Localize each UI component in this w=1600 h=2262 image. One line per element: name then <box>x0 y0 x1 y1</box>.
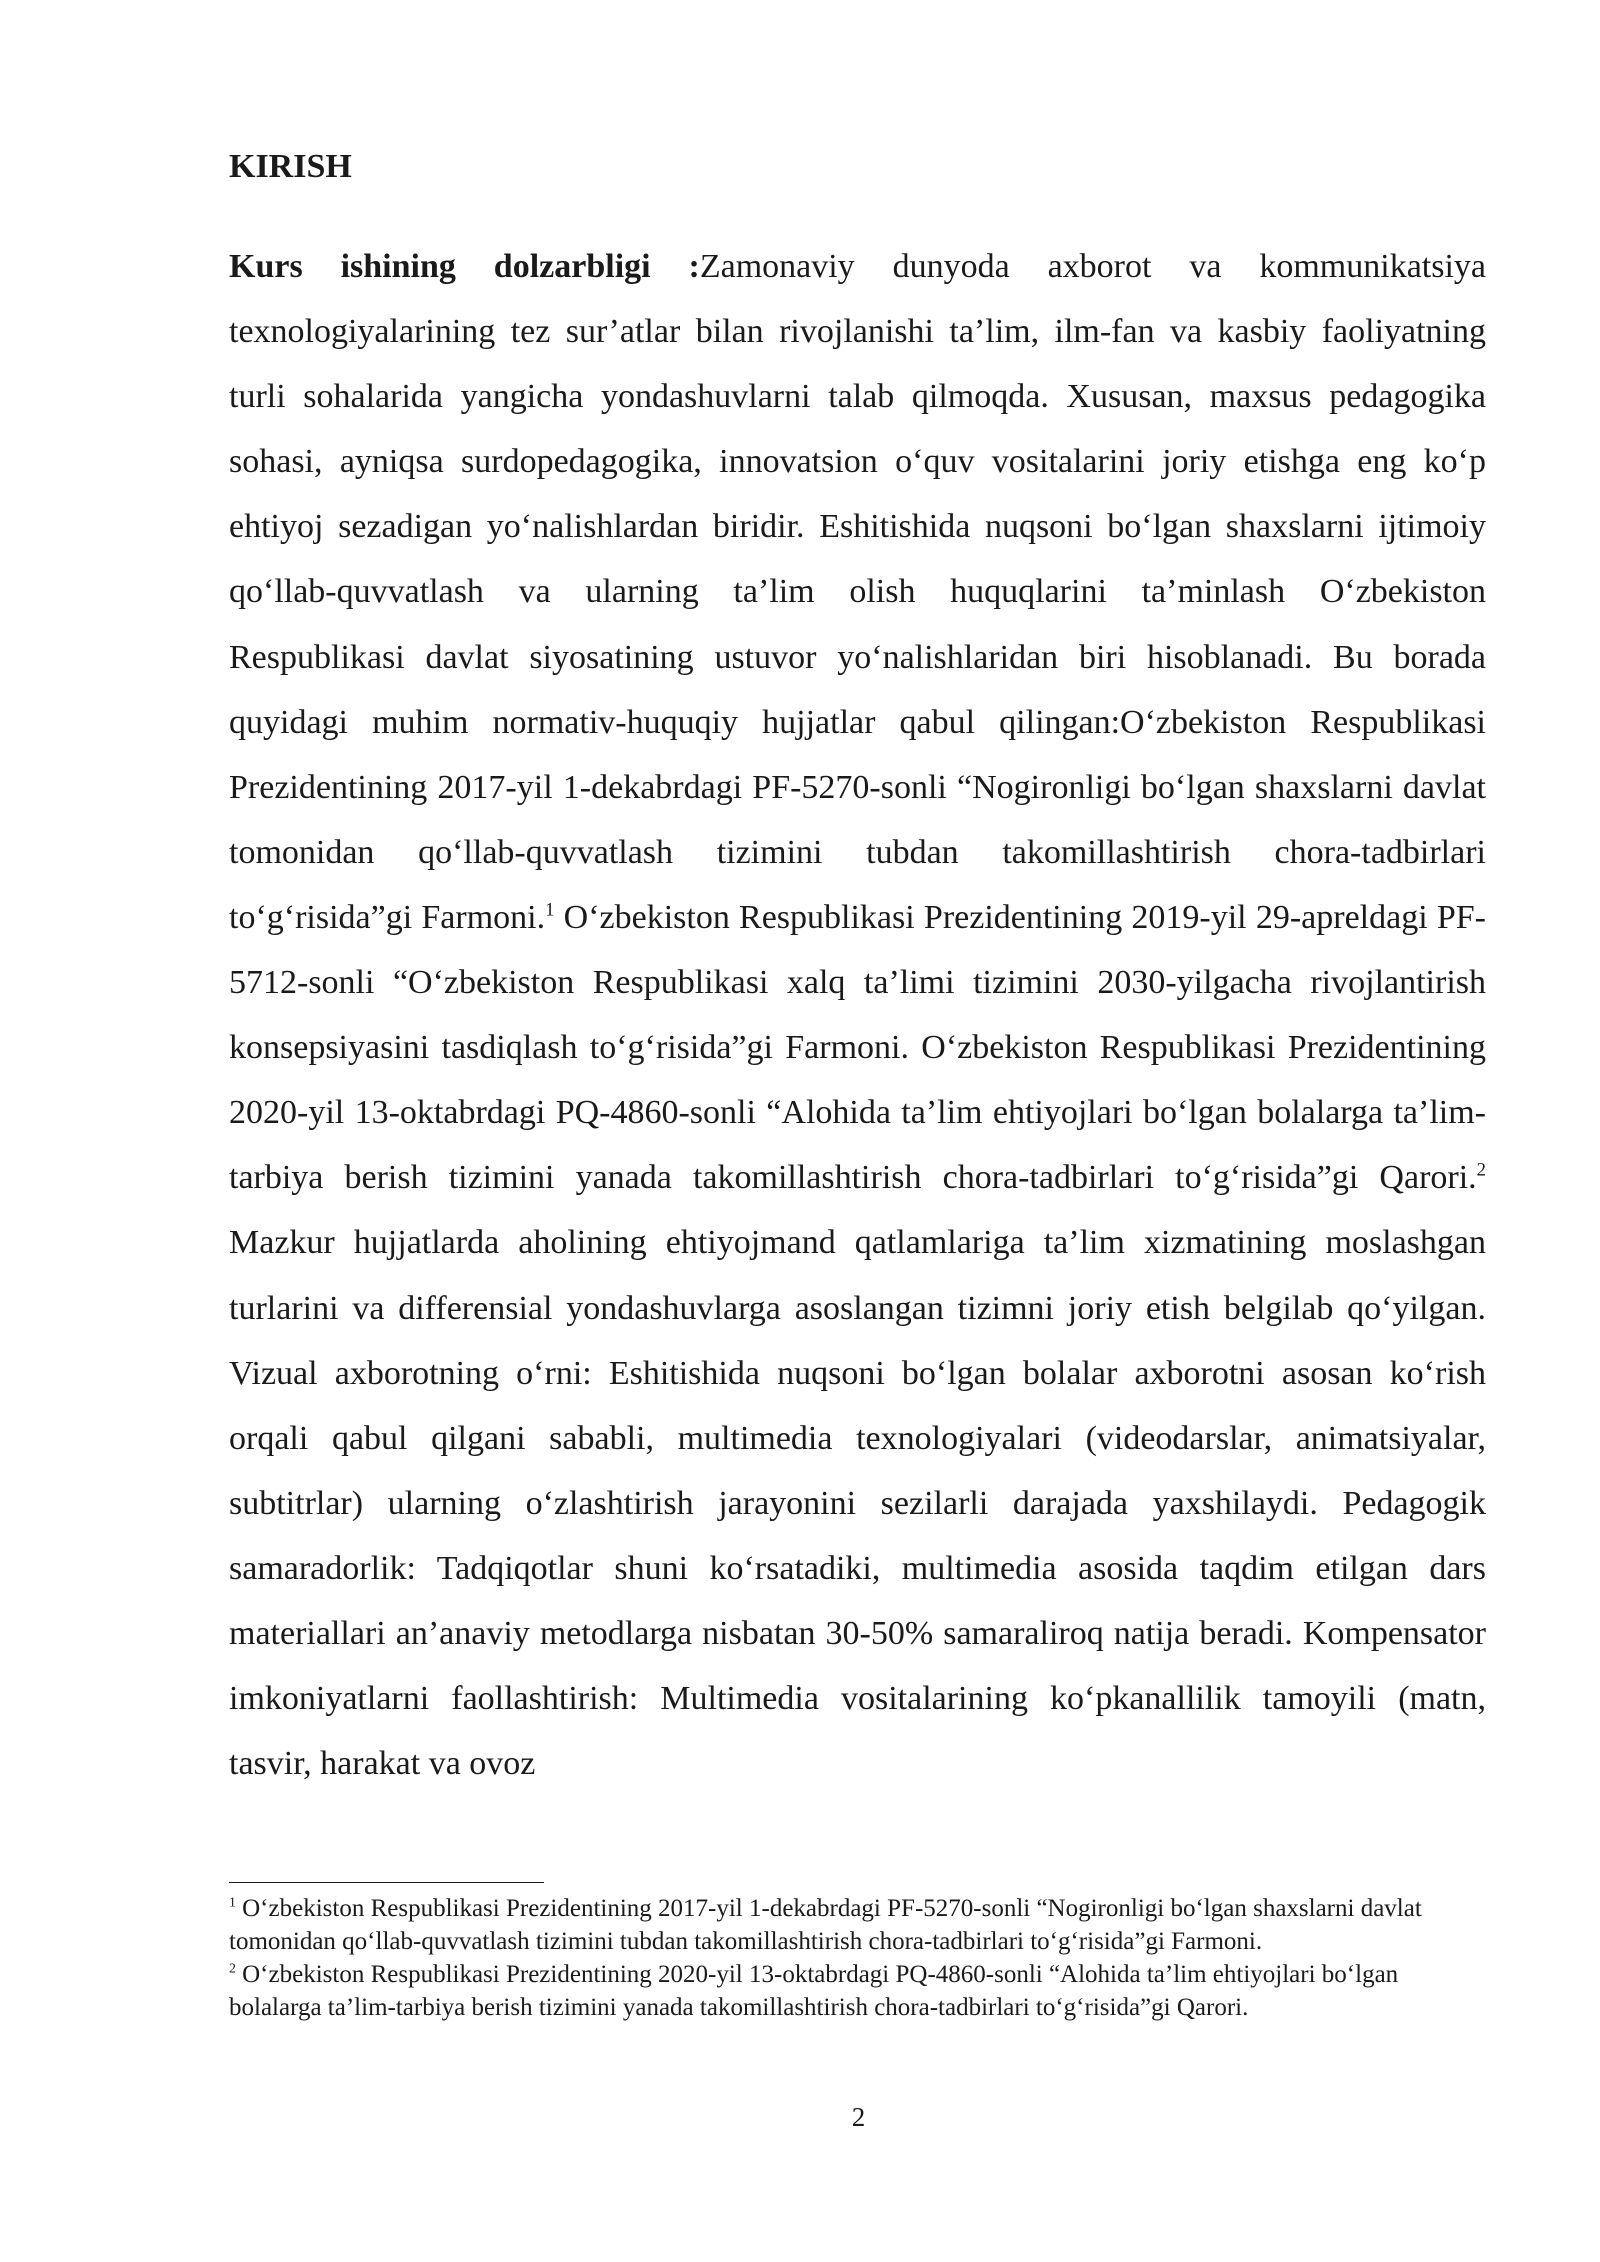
footnote-1 <box>229 1892 1486 1958</box>
footnote-text-2: O‘zbekiston Respublikasi Prezidentining 2020-yil 13-oktabrdagi PQ-4860-sonli “Alohida ta’lim ehtiyojlari bo‘lgan bolalarga ta’lim-tarbiya berish tizimini yanada takomillashtirish chora-tadbirlari to‘g‘risida”gi Qarori. <box>229 1961 1399 2021</box>
body-paragraph <box>229 234 1486 1796</box>
footnote-marker-1: 1 <box>229 1894 236 1910</box>
page-number: 2 <box>851 2102 866 2132</box>
paragraph-text-part-3: Mazkur hujjatlarda aholining ehtiyojmand qatlamlariga ta’lim xizmatining moslashgan turlarini va differensial yondashuvlarga asoslangan tizimni joriy etish belgilab qo‘yilgan. Vizual axborotning o‘rni: Eshitishida nuqsoni bo‘lgan bolalar axborotni asosan ko‘rish orqali qabul qilgani sababli, multimedia texnologiyalari (videodarslar, animatsiyalar, subtitrlar) ularning o‘zlashtirish jarayonini sezilarli darajada yaxshilaydi. Pedagogik samaradorlik: Tadqiqotlar shuni ko‘rsatadiki, multimedia asosida taqdim etilgan dars materiallari an’anaviy metodlarga nisbatan 30-50% samaraliroq natija beradi. Kompensator imkoniyatlarni faollashtirish: Multimedia vositalarining ko‘pkanallilik tamoyili (matn, tasvir, harakat va ovoz <box>229 1224 1486 1783</box>
footnote-marker-2: 2 <box>229 1960 236 1976</box>
paragraph-text-part-1: Zamonaviy dunyoda axborot va kommunikatsiya texnologiyalarining tez sur’atlar bilan rivojlanishi ta’lim, ilm-fan va kasbiy faoliyatning turli sohalarida yangicha yondashuvlarni talab qilmoqda. Xususan, maxsus pedagogika sohasi, ayniqsa surdopedagogika, innovatsion o‘quv vositalarini joriy etishga eng ko‘p ehtiyoj sezadigan yo‘nalishlardan biridir. Eshitishida nuqsoni bo‘lgan shaxslarni ijtimoiy qo‘llab-quvvatlash va ularning ta’lim olish huquqlarini ta’minlash O‘zbekiston Respublikasi davlat siyosatining ustuvor yo‘nalishlaridan biri hisoblanadi. Bu borada quyidagi muhim normativ-huquqiy hujjatlar qabul qilingan:O‘zbekiston Respublikasi Prezidentining 2017-yil 1-dekabrdagi PF-5270-sonli “Nogironligi bo‘lgan shaxslarni davlat tomonidan qo‘llab-quvvatlash tizimini tubdan takomillashtirish chora-tadbirlari to‘g‘risida”gi Farmoni. <box>229 248 1486 936</box>
footnote-separator <box>229 1882 544 1883</box>
footnote-2 <box>229 1958 1486 2024</box>
footnote-reference-1[interactable]: 1 <box>545 899 555 921</box>
paragraph-text-part-2: O‘zbekiston Respublikasi Prezidentining 2019-yil 29-apreldagi PF-5712-sonli “O‘zbekiston Respublikasi xalq ta’limi tizimini 2030-yilgacha rivojlantirish konsepsiyasini tasdiqlash to‘g‘risida”gi Farmoni. O‘zbekiston Respublikasi Prezidentining 2020-yil 13-oktabrdagi PQ-4860-sonli “Alohida ta’lim ehtiyojlari bo‘lgan bolalarga ta’lim-tarbiya berish tizimini yanada takomillashtirish chora-tadbirlari to‘g‘risida”gi Qarori. <box>229 898 1486 1197</box>
footnote-text-1: O‘zbekiston Respublikasi Prezidentining 2017-yil 1-dekabrdagi PF-5270-sonli “Nogironligi bo‘lgan shaxslarni davlat tomonidan qo‘llab-quvvatlash tizimini tubdan takomillashtirish chora-tadbirlari to‘g‘risida”gi Farmoni. <box>229 1895 1422 1955</box>
footnote-reference-2[interactable]: 2 <box>1476 1159 1486 1181</box>
paragraph-lead-label: Kurs ishining dolzarbligi : <box>229 248 700 285</box>
footnotes-section <box>229 1892 1486 2024</box>
section-heading: KIRISH <box>229 148 352 185</box>
